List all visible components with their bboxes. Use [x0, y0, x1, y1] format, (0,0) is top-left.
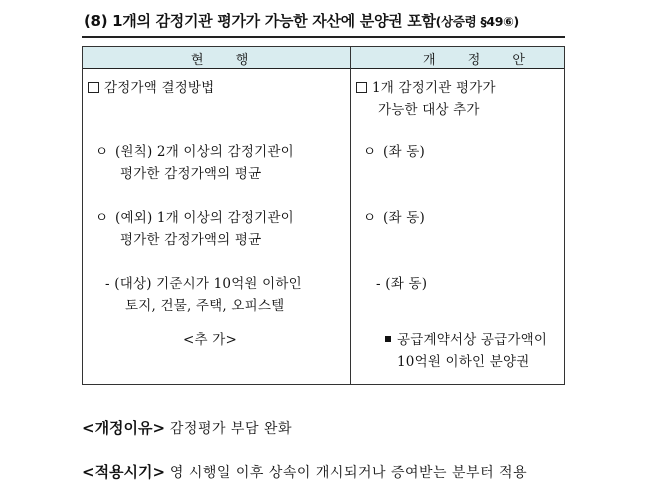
- current-exception: ㅇ (예외) 1개 이상의 감정기관이 평가한 감정가액의 평균: [95, 207, 294, 251]
- checkbox-icon: [88, 82, 99, 93]
- comparison-table: [82, 46, 565, 385]
- circle-bullet-icon: ㅇ: [363, 144, 377, 160]
- application-period-label: <적용시기>: [82, 463, 166, 481]
- current-addition: <추 가>: [183, 332, 237, 348]
- revised-same-1: ㅇ (좌 동): [363, 141, 425, 163]
- section-title: [84, 10, 519, 31]
- column-divider: [350, 47, 351, 384]
- revised-heading: 1개 감정기관 평가가 가능한 대상 추가: [356, 77, 496, 121]
- table-header: [83, 47, 564, 69]
- checkbox-icon: [356, 82, 367, 93]
- circle-bullet-icon: ㅇ: [363, 210, 377, 226]
- revision-reason-label: <개정이유>: [82, 419, 166, 437]
- header-revised: 개 정 안: [423, 53, 539, 68]
- revised-same-3: - (좌 동): [376, 276, 428, 292]
- revised-new-item: 공급계약서상 공급가액이 10억원 이하인 분양권: [385, 329, 547, 373]
- circle-bullet-icon: ㅇ: [95, 144, 109, 160]
- circle-bullet-icon: ㅇ: [95, 210, 109, 226]
- header-current: 현 행: [191, 53, 263, 68]
- current-principle: ㅇ (원칙) 2개 이상의 감정기관이 평가한 감정가액의 평균: [95, 141, 294, 185]
- application-period-value: 영 시행일 이후 상속이 개시되거나 증여받는 분부터 적용: [169, 465, 528, 481]
- section-title-main: (8) 1개의 감정기관 평가가 가능한 자산에 분양권 포함: [84, 12, 436, 30]
- title-rule: [82, 36, 565, 38]
- legal-reference: (상증령 §49⑥): [435, 14, 519, 29]
- application-period: [82, 461, 527, 482]
- current-target: - (대상) 기준시가 10억원 이하인 토지, 건물, 주택, 오피스텔: [105, 276, 302, 314]
- revised-same-2: ㅇ (좌 동): [363, 207, 425, 229]
- current-heading: 감정가액 결정방법: [88, 77, 214, 99]
- square-bullet-icon: [385, 336, 391, 342]
- revision-reason: [82, 417, 292, 438]
- revision-reason-value: 감정평가 부담 완화: [169, 421, 292, 437]
